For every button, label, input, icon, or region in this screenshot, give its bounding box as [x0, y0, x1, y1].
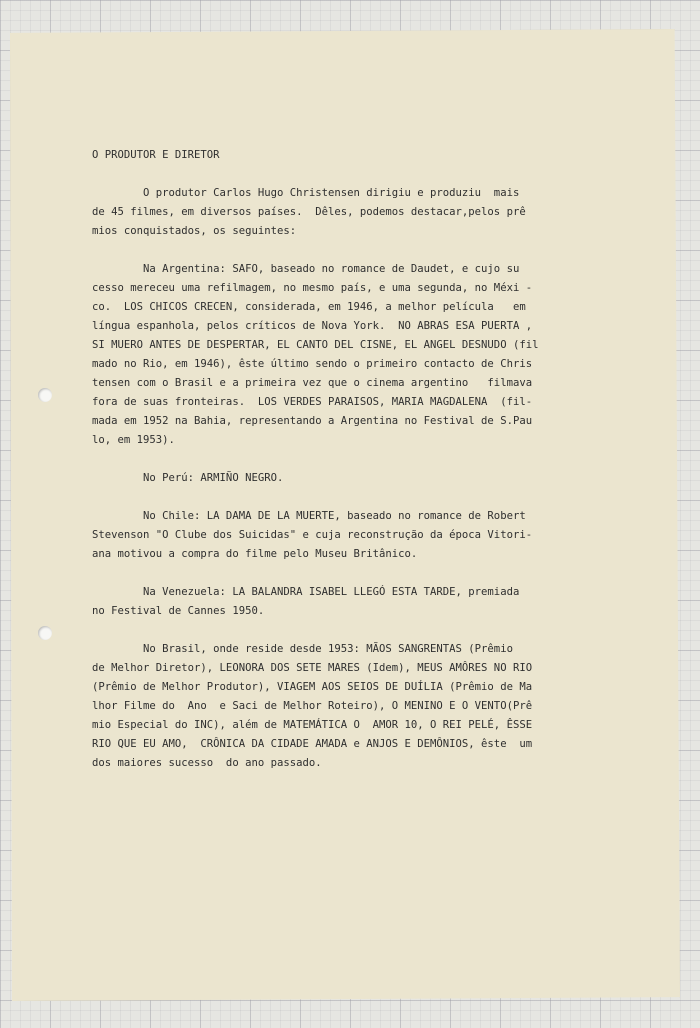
paragraph-argentina — [92, 260, 632, 450]
text-line: SI MUERO ANTES DE DESPERTAR, EL CANTO DEL CISNE, EL ANGEL DESNUDO (fil — [92, 339, 539, 351]
text-line: mio Especial do INC), além de MATEMÁTICA O AMOR 10, O REI PELÉ, ÊSSE — [92, 719, 533, 731]
paragraph-intro — [92, 184, 632, 241]
text-line: mios conquistados, os seguintes: — [92, 225, 297, 237]
text-line: língua espanhola, pelos críticos de Nova York. NO ABRAS ESA PUERTA , — [92, 320, 533, 332]
typewritten-text — [92, 146, 632, 792]
text-line: No Perú: ARMIÑO NEGRO. — [92, 472, 284, 484]
text-line: mado no Rio, em 1946), êste último sendo o primeiro contacto de Chris — [92, 358, 533, 370]
text-line: de Melhor Diretor), LEONORA DOS SETE MARES (Idem), MEUS AMÔRES NO RIO — [92, 662, 533, 674]
text-line: lhor Filme do Ano e Saci de Melhor Roteiro), O MENINO E O VENTO(Prê — [92, 700, 533, 712]
text-line: co. LOS CHICOS CRECEN, considerada, em 1946, a melhor película em — [92, 301, 526, 313]
punch-hole — [38, 626, 52, 640]
text-line: O produtor Carlos Hugo Christensen dirigiu e produziu mais — [92, 187, 520, 199]
text-line: cesso mereceu uma refilmagem, no mesmo país, e uma segunda, no Méxi - — [92, 282, 533, 294]
text-line: dos maiores sucesso do ano passado. — [92, 757, 322, 769]
paragraph-chile — [92, 507, 632, 564]
text-line: Na Argentina: SAFO, baseado no romance de Daudet, e cujo su — [92, 263, 520, 275]
text-line: lo, em 1953). — [92, 434, 175, 446]
text-line: tensen com o Brasil e a primeira vez que o cinema argentino filmava — [92, 377, 533, 389]
text-line: Na Venezuela: LA BALANDRA ISABEL LLEGÓ ESTA TARDE, premiada — [92, 586, 520, 598]
paragraph-peru — [92, 469, 632, 488]
punch-hole — [38, 388, 52, 402]
text-line: No Brasil, onde reside desde 1953: MÃOS SANGRENTAS (Prêmio — [92, 643, 513, 655]
document-heading: O PRODUTOR E DIRETOR — [92, 149, 220, 161]
paragraph-venezuela — [92, 583, 632, 621]
text-line: ana motivou a compra do filme pelo Museu Britânico. — [92, 548, 418, 560]
text-line: Stevenson "O Clube dos Suicidas" e cuja reconstrução da época Vitori- — [92, 529, 533, 541]
paragraph-brasil — [92, 640, 632, 773]
text-line: no Festival de Cannes 1950. — [92, 605, 265, 617]
text-line: de 45 filmes, em diversos países. Dêles, podemos destacar,pelos prê — [92, 206, 526, 218]
text-line: (Prêmio de Melhor Produtor), VIAGEM AOS SEIOS DE DUÍLIA (Prêmio de Ma — [92, 681, 533, 693]
text-line: fora de suas fronteiras. LOS VERDES PARAISOS, MARIA MAGDALENA (fil- — [92, 396, 533, 408]
text-line: RIO QUE EU AMO, CRÔNICA DA CIDADE AMADA e ANJOS E DEMÔNIOS, êste um — [92, 738, 533, 750]
text-line: mada em 1952 na Bahia, representando a Argentina no Festival de S.Pau — [92, 415, 533, 427]
text-line: No Chile: LA DAMA DE LA MUERTE, baseado no romance de Robert — [92, 510, 526, 522]
